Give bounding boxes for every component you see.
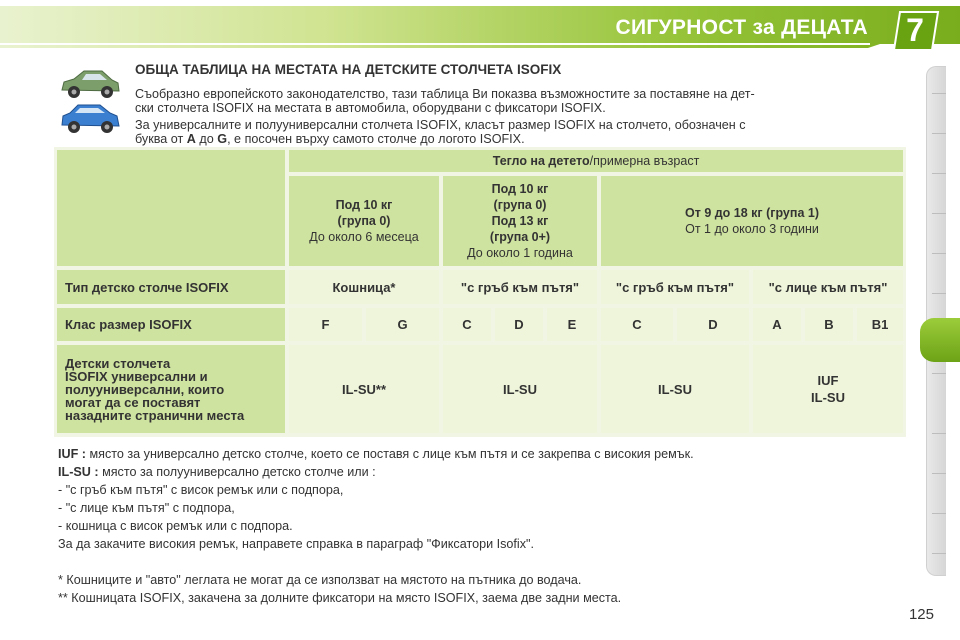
size-class-cell: B1: [857, 308, 903, 341]
tab-divider: [932, 213, 946, 214]
size-class-cell: F: [289, 308, 362, 341]
seat-suitability-cell: IUF IL-SU: [753, 345, 903, 433]
tab-divider: [932, 473, 946, 474]
note-ilsu: IL-SU : място за полууниверсално детско столче или :: [58, 465, 376, 479]
size-class-cell: B: [805, 308, 853, 341]
seat-type-cell: Кошница*: [289, 270, 439, 304]
size-class-cell: A: [753, 308, 801, 341]
intro-paragraph-line: ски столчета ISOFIX на местата в автомобила, оборудвани с фиксатори ISOFIX.: [135, 101, 606, 115]
tab-divider: [932, 173, 946, 174]
tab-divider: [932, 133, 946, 134]
intro-paragraph-line: Съобразно европейското законодателство, тази таблица Ви показва възможностите за поставяне на дет-: [135, 87, 755, 101]
section-title: ОБЩА ТАБЛИЦА НА МЕСТАТА НА ДЕТСКИТЕ СТОЛЧЕТА ISOFIX: [135, 62, 562, 77]
tab-divider: [932, 373, 946, 374]
isofix-table: [54, 147, 906, 437]
note-iuf: IUF : място за универсално детско столче, което се поставя с лице към пътя и се закрепва с високия ремък.: [58, 447, 694, 461]
weight-header: Тегло на детето /примерна възраст: [289, 150, 903, 172]
green-hatchback-car-icon: [58, 66, 122, 100]
tab-divider: [932, 93, 946, 94]
seat-suitability-cell: IL-SU**: [289, 345, 439, 433]
size-class-cell: C: [443, 308, 491, 341]
tab-divider: [932, 433, 946, 434]
tab-divider: [932, 293, 946, 294]
note-list-item: - кошница с висок ремък или с подпора.: [58, 519, 293, 533]
seat-type-cell: "с гръб към пътя": [601, 270, 749, 304]
size-class-cell: C: [601, 308, 673, 341]
row-label-seat-type: Тип детско столче ISOFIX: [57, 270, 285, 304]
seat-type-cell: "с лице към пътя": [753, 270, 903, 304]
blue-hatchback-car-icon: [58, 101, 122, 135]
row-label-seats: Детски столчета ISOFIX универсални и полууниверсални, които могат да се поставят назадните странични места: [57, 345, 285, 433]
seat-type-cell: "с гръб към пътя": [443, 270, 597, 304]
note-list-item: - "с лице към пътя" с подпора,: [58, 501, 235, 515]
footnote-2: ** Кошницата ISOFIX, закачена за долните фиксатори на място ISOFIX, заема две задни места.: [58, 591, 622, 605]
size-class-paragraph-line: буква от A до G, е посочен върху самото столче до логото ISOFIX.: [135, 132, 525, 146]
tab-divider: [932, 553, 946, 554]
size-class-cell: D: [495, 308, 543, 341]
size-class-cell: D: [677, 308, 749, 341]
group-column-header: Под 10 кг (група 0) До около 6 месеца: [289, 176, 439, 266]
page-number: 125: [908, 606, 934, 623]
tab-divider: [932, 513, 946, 514]
group-column-header: От 9 до 18 кг (група 1) От 1 до около 3 години: [601, 176, 903, 266]
group-column-header: Под 10 кг (група 0) Под 13 кг (група 0+) До около 1 година: [443, 176, 597, 266]
footnote-1: * Кошниците и "авто" леглата не могат да се използват на мястото на пътника до водача.: [58, 573, 582, 587]
chapter-number: 7: [906, 12, 924, 48]
row-label-size-class: Клас размер ISOFIX: [57, 308, 285, 341]
note-tether: За да закачите високия ремък, направете справка в параграф "Фиксатори Isofix".: [58, 537, 534, 551]
tab-divider: [932, 253, 946, 254]
size-class-cell: G: [366, 308, 439, 341]
seat-suitability-cell: IL-SU: [443, 345, 597, 433]
table-corner: [57, 150, 285, 266]
size-class-paragraph-line: За универсалните и полууниверсални столчета ISOFIX, класът размер ISOFIX на столчето, обозначен с: [135, 118, 746, 132]
page-title: СИГУРНОСТ за ДЕЦАТА: [615, 16, 868, 39]
note-list-item: - "с гръб към пътя" с висок ремък или с подпора,: [58, 483, 344, 497]
chapter-tab-active[interactable]: [920, 318, 960, 362]
seat-suitability-cell: IL-SU: [601, 345, 749, 433]
size-class-cell: E: [547, 308, 597, 341]
